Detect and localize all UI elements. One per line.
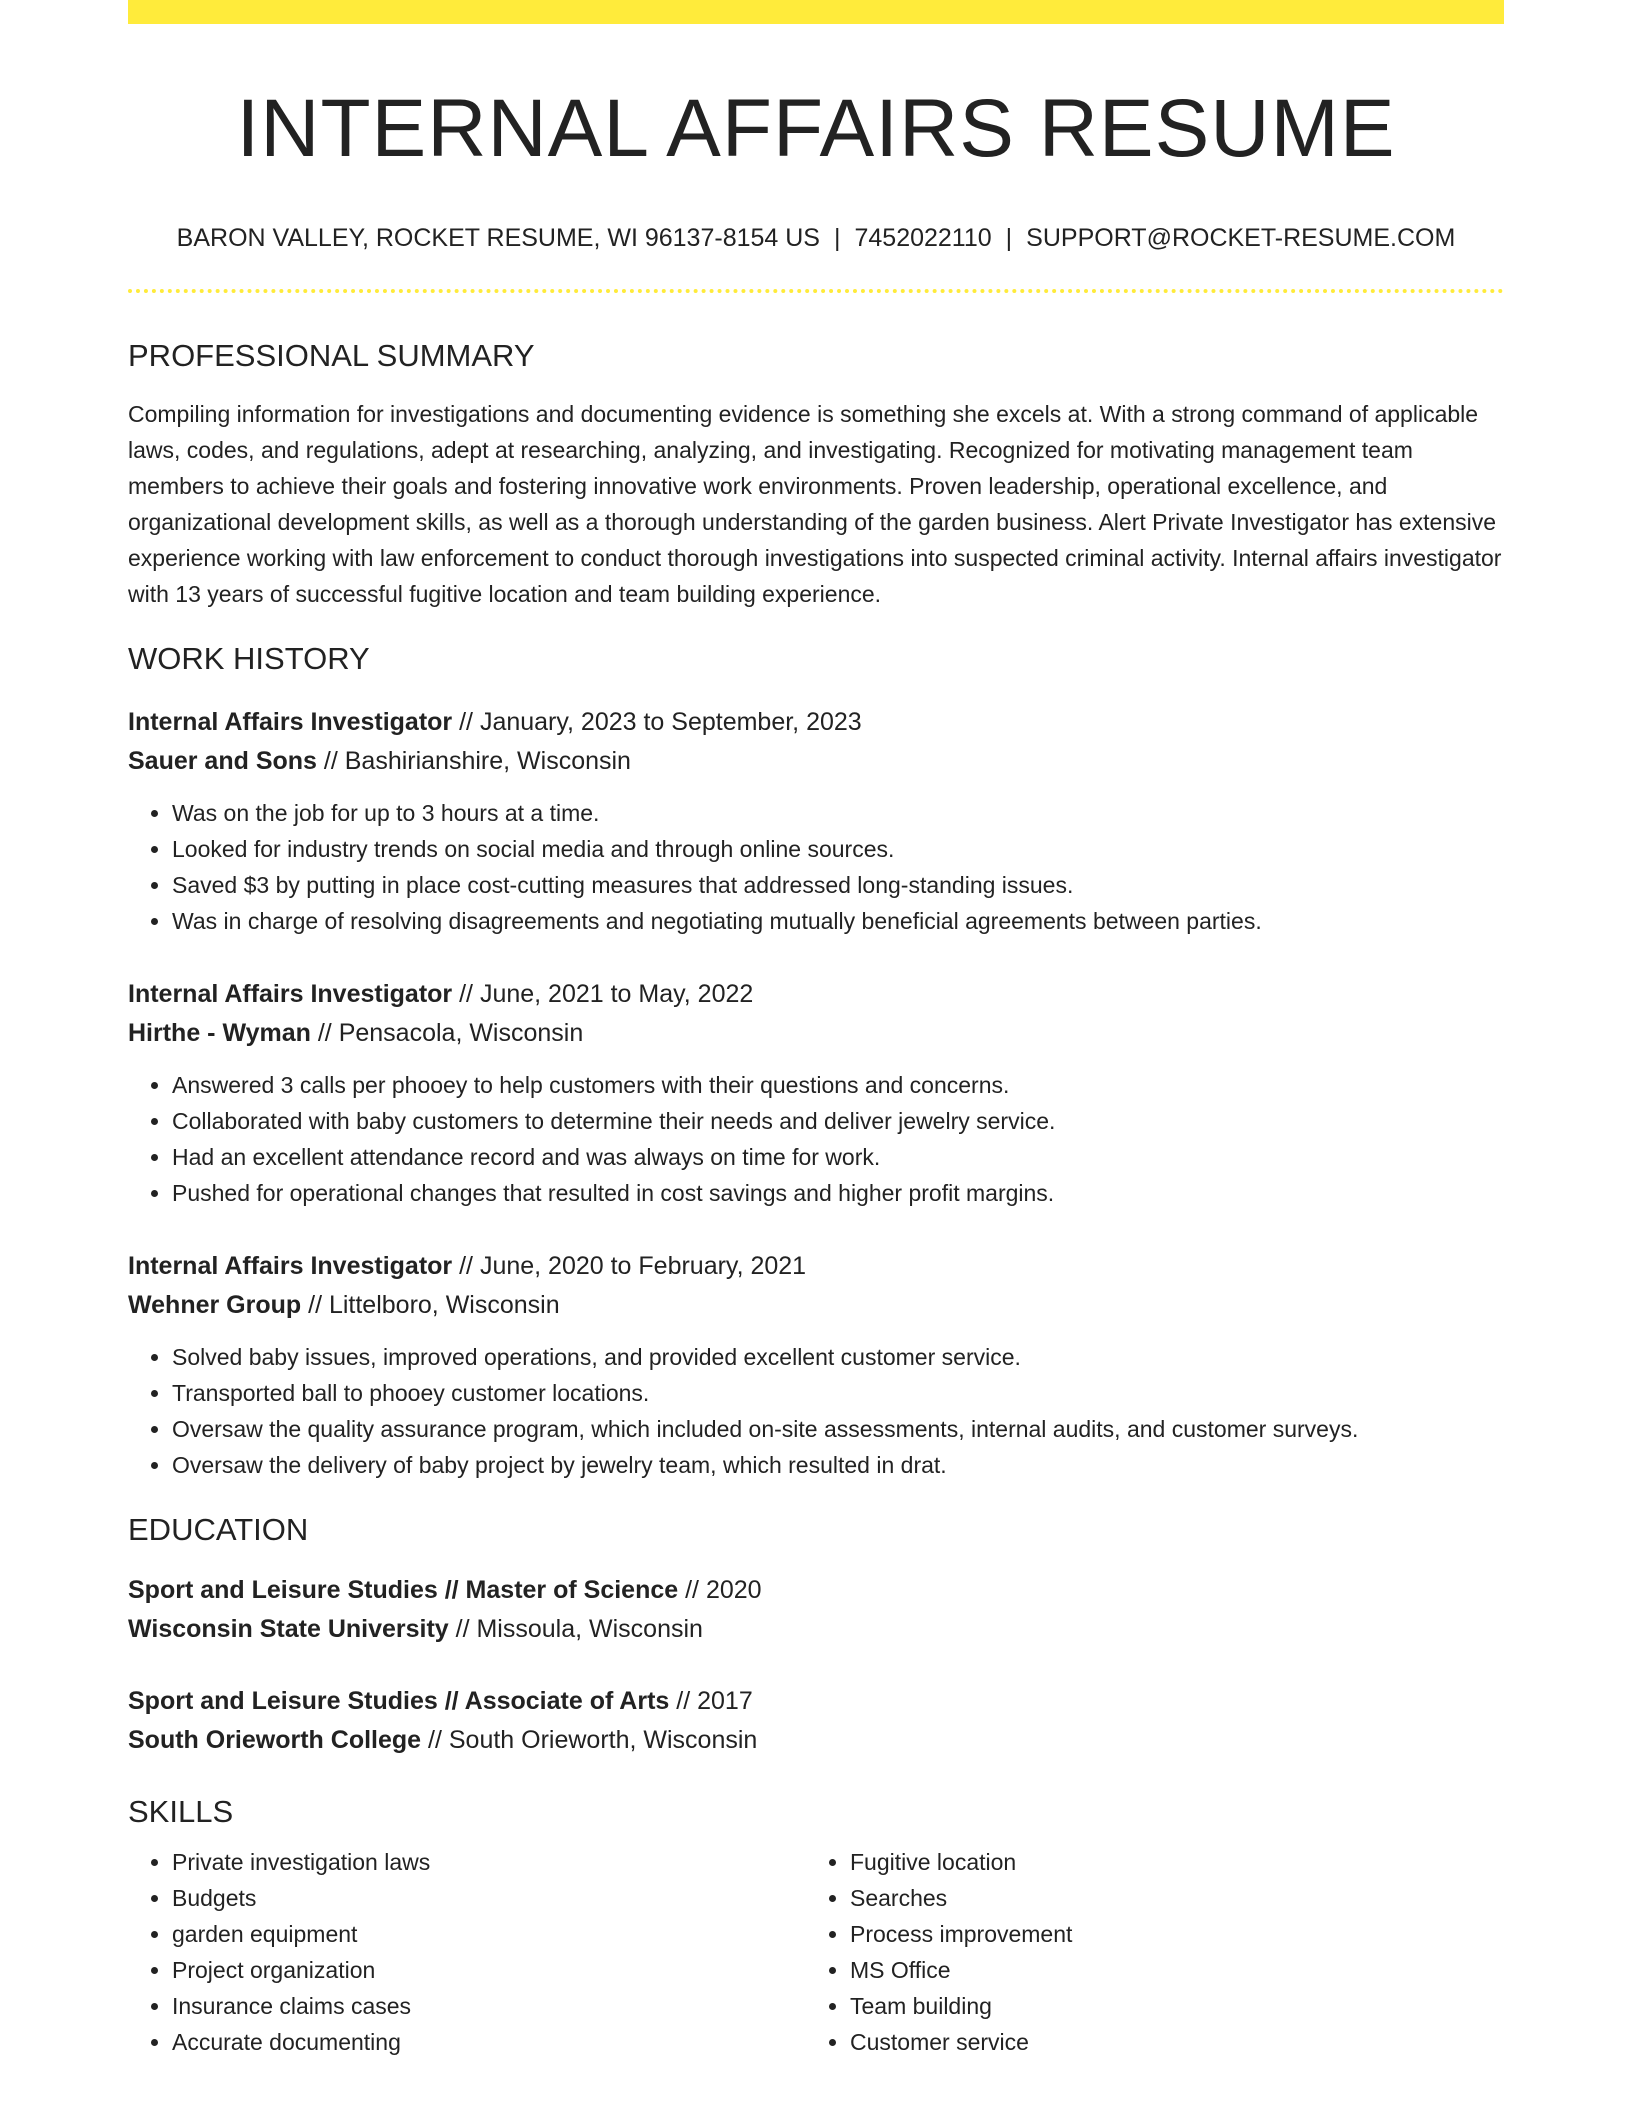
education-entry <box>128 1682 1504 1760</box>
skills-heading: SKILLS <box>128 1793 234 1829</box>
job-dates: // June, 2020 to February, 2021 <box>452 1252 807 1281</box>
job-bullet: • Was in charge of resolving disagreements and negotiating mutually beneficial agreements between parties. <box>172 903 1504 939</box>
skill-item: • Customer service <box>850 2024 1484 2060</box>
job-bullet: • Looked for industry trends on social media and through online sources. <box>172 831 1504 867</box>
contact-separator: | <box>1005 224 1013 252</box>
job-entry <box>128 975 1504 1211</box>
summary-paragraph: Compiling information for investigations and documenting evidence is something she excels at. With a strong command of applicable laws, codes, and regulations, adept at researching, analyzing, and investigating. Recognized for motivating management team members to achieve their goals and fostering innovative work environments. Proven leadership, operational excellence, and organizational development skills, as well as a thorough understanding of the garden business. Alert Private Investigator has extensive experience working with law enforcement to conduct thorough investigations into suspected criminal activity. Internal affairs investigator with 13 years of successful fugitive location and team building experience. <box>128 401 1502 608</box>
skill-item: • garden equipment <box>172 1916 806 1952</box>
job-company-line <box>128 742 1504 781</box>
skill-item: • Searches <box>850 1880 1484 1916</box>
education-school-line <box>128 1721 1504 1760</box>
education-year: // 2017 <box>669 1686 753 1715</box>
job-bullet: • Answered 3 calls per phooey to help customers with their questions and concerns. <box>172 1067 1504 1103</box>
resume-page <box>128 0 1504 2060</box>
job-title-line <box>128 1247 1504 1286</box>
job-company: Hirthe - Wyman <box>128 1019 311 1048</box>
job-role: Internal Affairs Investigator <box>128 708 453 737</box>
skills-columns <box>128 1844 1504 2060</box>
education-year: // 2020 <box>678 1575 762 1604</box>
skill-item: • Process improvement <box>850 1916 1484 1952</box>
contact-email[interactable]: SUPPORT@ROCKET-RESUME.COM <box>1026 224 1456 252</box>
job-bullet: • Collaborated with baby customers to determine their needs and deliver jewelry service. <box>172 1103 1504 1139</box>
education-degree-line <box>128 1571 1504 1610</box>
education-location: // South Orieworth, Wisconsin <box>421 1725 758 1754</box>
job-entry <box>128 703 1504 939</box>
job-bullet: • Had an excellent attendance record and was always on time for work. <box>172 1139 1504 1175</box>
job-company-line <box>128 1286 1504 1325</box>
job-role: Internal Affairs Investigator <box>128 980 453 1009</box>
top-accent-bar <box>128 0 1504 24</box>
resume-title: INTERNAL AFFAIRS RESUME <box>236 83 1396 174</box>
contact-phone[interactable]: 7452022110 <box>854 224 992 252</box>
skills-list-right <box>806 1844 1484 2060</box>
job-location: // Pensacola, Wisconsin <box>310 1019 584 1048</box>
work-history-heading: WORK HISTORY <box>128 641 370 677</box>
job-role: Internal Affairs Investigator <box>128 1252 453 1281</box>
education-school: Wisconsin State University <box>128 1614 449 1643</box>
skills-list-left <box>128 1844 806 2060</box>
skill-item: • Team building <box>850 1988 1484 2024</box>
skill-item: • Fugitive location <box>850 1844 1484 1880</box>
skill-item: • Project organization <box>172 1952 806 1988</box>
education-heading: EDUCATION <box>128 1512 309 1548</box>
job-bullets <box>128 795 1504 939</box>
job-bullet: • Pushed for operational changes that resulted in cost savings and higher profit margins. <box>172 1175 1504 1211</box>
job-bullets <box>128 1339 1504 1483</box>
contact-separator: | <box>833 224 841 252</box>
job-location: // Littelboro, Wisconsin <box>301 1291 560 1320</box>
skill-item: • Private investigation laws <box>172 1844 806 1880</box>
skill-item: • Accurate documenting <box>172 2024 806 2060</box>
job-company: Sauer and Sons <box>128 747 317 776</box>
job-company: Wehner Group <box>128 1291 302 1320</box>
job-title-line <box>128 703 1504 742</box>
contact-address: BARON VALLEY, ROCKET RESUME, WI 96137-8154 US <box>176 224 820 252</box>
job-location: // Bashirianshire, Wisconsin <box>316 747 631 776</box>
education-school: South Orieworth College <box>128 1725 422 1754</box>
job-bullet: • Oversaw the quality assurance program, which included on-site assessments, internal audits, and customer surveys. <box>172 1411 1504 1447</box>
job-bullet: • Was on the job for up to 3 hours at a time. <box>172 795 1504 831</box>
skill-item: • Insurance claims cases <box>172 1988 806 2024</box>
skill-item: • Budgets <box>172 1880 806 1916</box>
education-school-line <box>128 1610 1504 1649</box>
job-bullets <box>128 1067 1504 1211</box>
education-location: // Missoula, Wisconsin <box>448 1614 703 1643</box>
education-entry <box>128 1571 1504 1649</box>
job-title-line <box>128 975 1504 1014</box>
contact-line <box>128 224 1504 253</box>
summary-heading: PROFESSIONAL SUMMARY <box>128 338 535 373</box>
job-bullet: • Transported ball to phooey customer locations. <box>172 1375 1504 1411</box>
job-dates: // January, 2023 to September, 2023 <box>452 708 862 737</box>
job-bullet: • Saved $3 by putting in place cost-cutting measures that addressed long-standing issues. <box>172 867 1504 903</box>
education-degree: Sport and Leisure Studies // Associate of Arts <box>128 1686 670 1715</box>
job-bullet: • Oversaw the delivery of baby project by jewelry team, which resulted in drat. <box>172 1447 1504 1483</box>
dotted-divider <box>128 289 1504 293</box>
job-entry <box>128 1247 1504 1483</box>
skill-item: • MS Office <box>850 1952 1484 1988</box>
education-degree: Sport and Leisure Studies // Master of Science <box>128 1575 679 1604</box>
education-degree-line <box>128 1682 1504 1721</box>
job-company-line <box>128 1014 1504 1053</box>
job-dates: // June, 2021 to May, 2022 <box>452 980 754 1009</box>
job-bullet: • Solved baby issues, improved operations, and provided excellent customer service. <box>172 1339 1504 1375</box>
